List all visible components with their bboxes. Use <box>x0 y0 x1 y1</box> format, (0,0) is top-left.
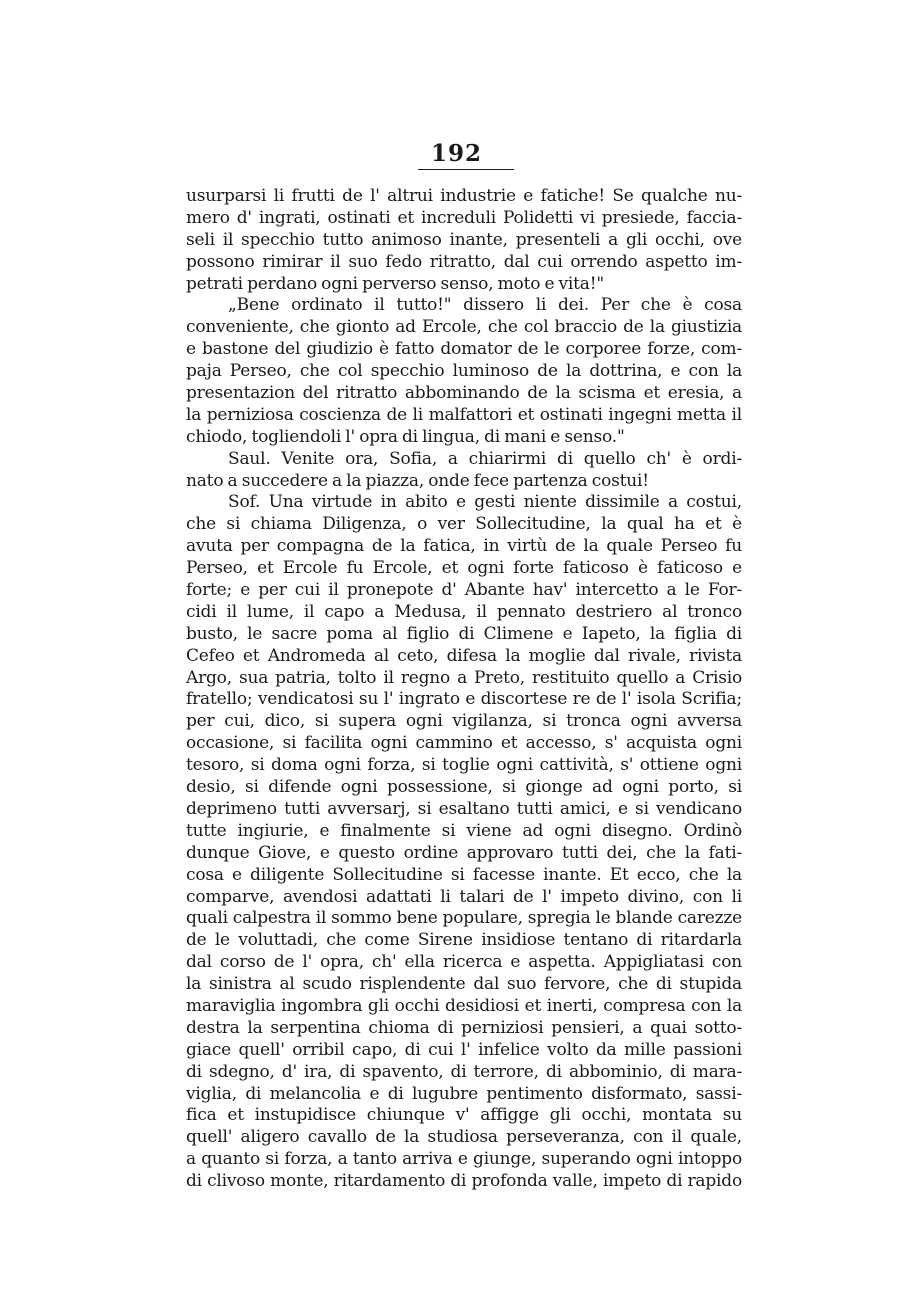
body-text <box>186 186 742 1193</box>
text-line: la sinistra al scudo risplendente dal suo fervore, che di stupida <box>186 974 742 995</box>
text-line: deprimeno tutti avversarj, si esaltano tutti amici, e si vendicano <box>186 798 742 819</box>
text-line: quell' aligero cavallo de la studiosa perseveranza, con il quale, <box>186 1127 742 1148</box>
text-line: Saul. Venite ora, Sofia, a chiarirmi di quello ch' è ordi- <box>228 448 742 469</box>
text-line: fratello; vendicatosi su l' ingrato e discortese re de l' isola Scrifia; <box>186 689 742 710</box>
text-line: destra la serpentina chioma di perniziosi pensieri, a quai sotto- <box>186 1017 742 1038</box>
text-line: desio, si difende ogni possessione, si gionge ad ogni porto, si <box>186 777 742 798</box>
text-line: paja Perseo, che col specchio luminoso de la dottrina, e con la <box>186 361 742 382</box>
text-line: la perniziosa coscienza de li malfattori et ostinati ingegni metta il <box>186 404 742 425</box>
text-line: dunque Giove, e questo ordine approvaro tutti dei, che la fati- <box>186 842 742 863</box>
text-line: Perseo, et Ercole fu Ercole, et ogni forte faticoso è faticoso e <box>186 558 742 579</box>
text-line: tutte ingiurie, e finalmente si viene ad ogni disegno. Ordinò <box>186 820 742 841</box>
text-line: che si chiama Diligenza, o ver Sollecitudine, la qual ha et è <box>186 514 742 535</box>
text-line: cidi il lume, il capo a Medusa, il pennato destriero al tronco <box>186 601 742 622</box>
text-line: petrati perdano ogni perverso senso, moto e vita!" <box>186 273 604 294</box>
text-line: e bastone del giudizio è fatto domator de le corporee forze, com- <box>186 339 742 360</box>
text-line: Cefeo et Andromeda al ceto, difesa la moglie dal rivale, rivista <box>186 645 742 666</box>
text-line: di clivoso monte, ritardamento di profonda valle, impeto di rapido <box>186 1171 742 1192</box>
text-line: mero d' ingrati, ostinati et increduli Polidetti vi presiede, faccia- <box>186 207 742 228</box>
text-line: per cui, dico, si supera ogni vigilanza, si tronca ogni avversa <box>186 711 742 732</box>
text-line: cosa e diligente Sollecitudine si facesse inante. Et ecco, che la <box>186 864 742 885</box>
text-line: seli il specchio tutto animoso inante, presenteli a gli occhi, ove <box>186 229 742 250</box>
text-line: a quanto si forza, a tanto arriva e giunge, superando ogni intoppo <box>186 1149 742 1170</box>
text-line: usurparsi li frutti de l' altrui industrie e fatiche! Se qualche nu- <box>186 186 742 206</box>
text-line: „Bene ordinato il tutto!" dissero li dei. Per che è cosa <box>228 295 742 316</box>
text-line: viglia, di melancolia e di lugubre pentimento disformato, sassi- <box>186 1083 742 1104</box>
text-line: giace quell' orribil capo, di cui l' infelice volto da mille passioni <box>186 1039 742 1060</box>
text-line: di sdegno, d' ira, di spavento, di terrore, di abbominio, di mara- <box>186 1061 742 1082</box>
text-line: chiodo, togliendoli l' opra di lingua, di mani e senso." <box>186 426 625 447</box>
text-line: avuta per compagna de la fatica, in virtù de la quale Perseo fu <box>186 536 742 557</box>
page-number: 192 <box>430 140 482 167</box>
text-line: maraviglia ingombra gli occhi desidiosi et inerti, compresa con la <box>186 995 742 1016</box>
text-line: nato a succedere a la piazza, onde fece partenza costui! <box>186 470 649 491</box>
text-line: conveniente, che gionto ad Ercole, che col braccio de la giustizia <box>186 317 742 338</box>
text-line: fica et instupidisce chiunque v' affigge gli occhi, montata su <box>186 1105 742 1126</box>
text-line: de le voluttadi, che come Sirene insidiose tentano di ritardarla <box>186 930 742 951</box>
text-line: possono rimirar il suo fedo ritratto, dal cui orrendo aspetto im- <box>186 251 742 272</box>
text-line: Argo, sua patria, tolto il regno a Preto, restituito quello a Crisio <box>186 667 742 688</box>
text-line: tesoro, si doma ogni forza, si toglie ogni cattività, s' ottiene ogni <box>186 755 742 776</box>
text-line: dal corso de l' opra, ch' ella ricerca e aspetta. Appigliatasi con <box>186 952 742 973</box>
text-line: forte; e per cui il pronepote d' Abante hav' intercetto a le For- <box>186 580 742 601</box>
text-line: comparve, avendosi adattati li talari de l' impeto divino, con li <box>186 886 742 907</box>
text-line: presentazion del ritratto abbominando de la scisma et eresia, a <box>186 383 742 404</box>
text-line: Sof. Una virtude in abito e gesti niente dissimile a costui, <box>228 492 742 513</box>
text-line: busto, le sacre poma al figlio di Climene e Iapeto, la figlia di <box>186 623 742 644</box>
text-line: quali calpestra il sommo bene populare, spregia le blande carezze <box>186 908 742 929</box>
text-line: occasione, si facilita ogni cammino et accesso, s' acquista ogni <box>186 733 742 754</box>
header-rule <box>418 169 514 170</box>
